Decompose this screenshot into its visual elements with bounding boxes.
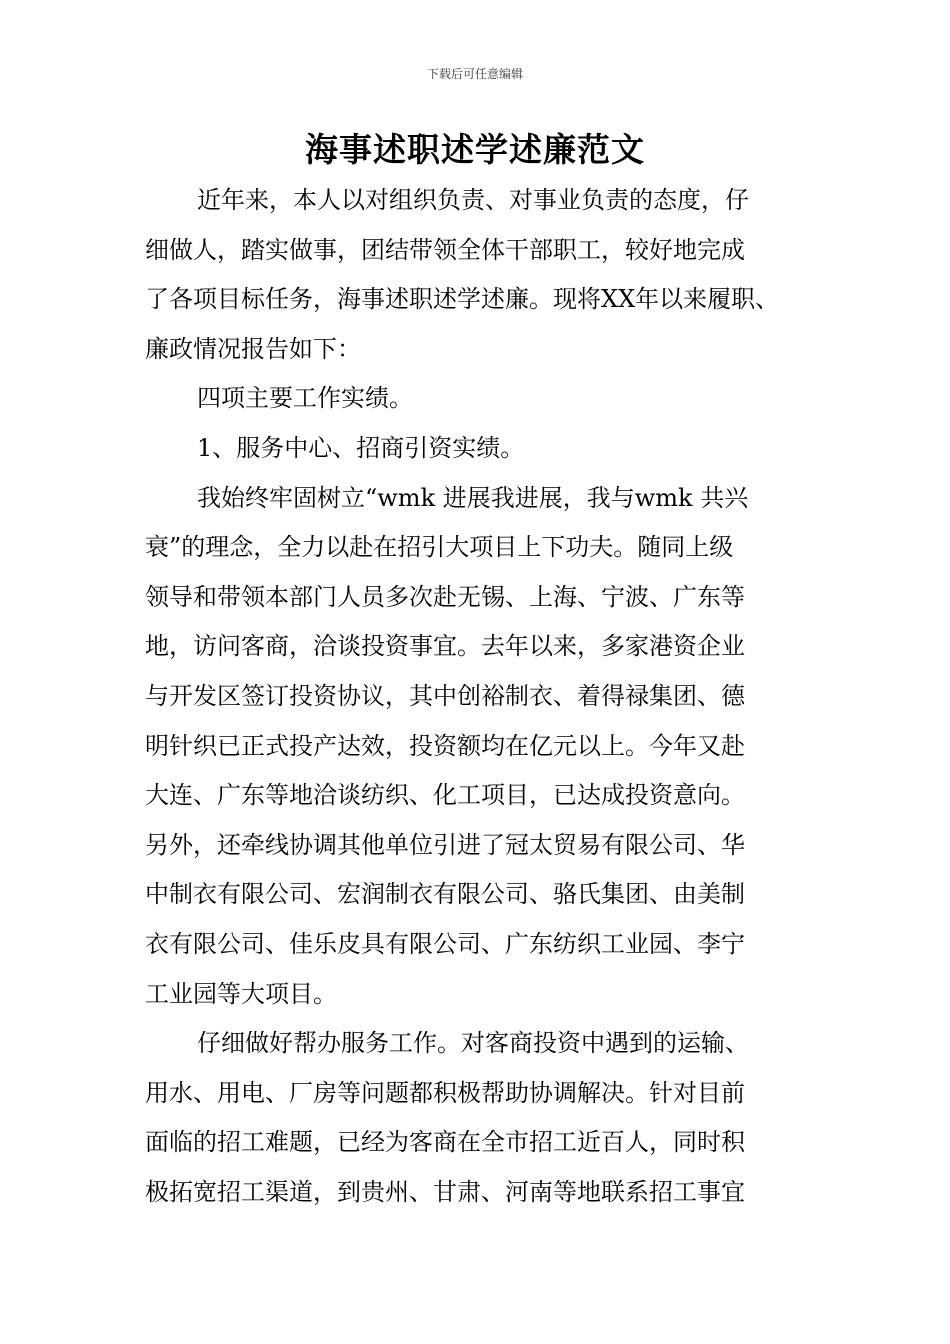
subsection-heading: 1、服务中心、招商引资实绩。 bbox=[197, 433, 525, 462]
header-note: 下载后可任意编辑 bbox=[426, 67, 523, 81]
text-line: 领导和带领本部门人员多次赴无锡、上海、宁波、广东等 bbox=[145, 582, 745, 611]
text-line: 大连、广东等地洽谈纺织、化工项目，已达成投资意向。 bbox=[145, 781, 745, 810]
text-line: 用水、用电、厂房等问题都积极帮助协调解决。针对目前 bbox=[145, 1078, 745, 1107]
text-line: 仔细做好帮办服务工作。对客商投资中遇到的运输、 bbox=[197, 1029, 749, 1058]
document-title: 海事述职述学述廉范文 bbox=[305, 130, 645, 169]
text-line: 近年来，本人以对组织负责、对事业负责的态度，仔 bbox=[197, 186, 749, 214]
text-line: 衰”的理念，全力以赴在招引大项目上下功夫。随同上级 bbox=[145, 533, 734, 562]
text-line: 另外，还牵线协调其他单位引进了冠太贸易有限公司、华 bbox=[145, 830, 745, 859]
text-line: 与开发区签订投资协议，其中创裕制衣、着得禄集团、德 bbox=[145, 681, 745, 710]
text-line: 了各项目标任务，海事述职述学述廉。现将XX年以来履职、 bbox=[145, 285, 780, 314]
text-line: 面临的招工难题，已经为客商在全市招工近百人，同时积 bbox=[145, 1128, 745, 1157]
text-line: 地，访问客商，洽谈投资事宜。去年以来，多家港资企业 bbox=[145, 632, 745, 661]
text-line: 我始终牢固树立“wmk 进展我进展，我与wmk 共兴 bbox=[197, 483, 749, 512]
text-line: 明针织已正式投产达效，投资额均在亿元以上。今年又赴 bbox=[145, 731, 745, 760]
text-line: 廉政情况报告如下： bbox=[145, 334, 361, 363]
text-line: 极拓宽招工渠道，到贵州、甘肃、河南等地联系招工事宜 bbox=[145, 1177, 745, 1206]
text-line: 细做人，踏实做事，团结带领全体干部职工，较好地完成 bbox=[145, 235, 745, 264]
section-heading: 四项主要工作实绩。 bbox=[197, 384, 413, 413]
text-line: 工业园等大项目。 bbox=[145, 979, 337, 1008]
text-line: 衣有限公司、佳乐皮具有限公司、广东纺织工业园、李宁 bbox=[145, 929, 745, 958]
document-body bbox=[145, 176, 810, 1217]
text-line: 中制衣有限公司、宏润制衣有限公司、骆氏集团、由美制 bbox=[145, 880, 745, 909]
